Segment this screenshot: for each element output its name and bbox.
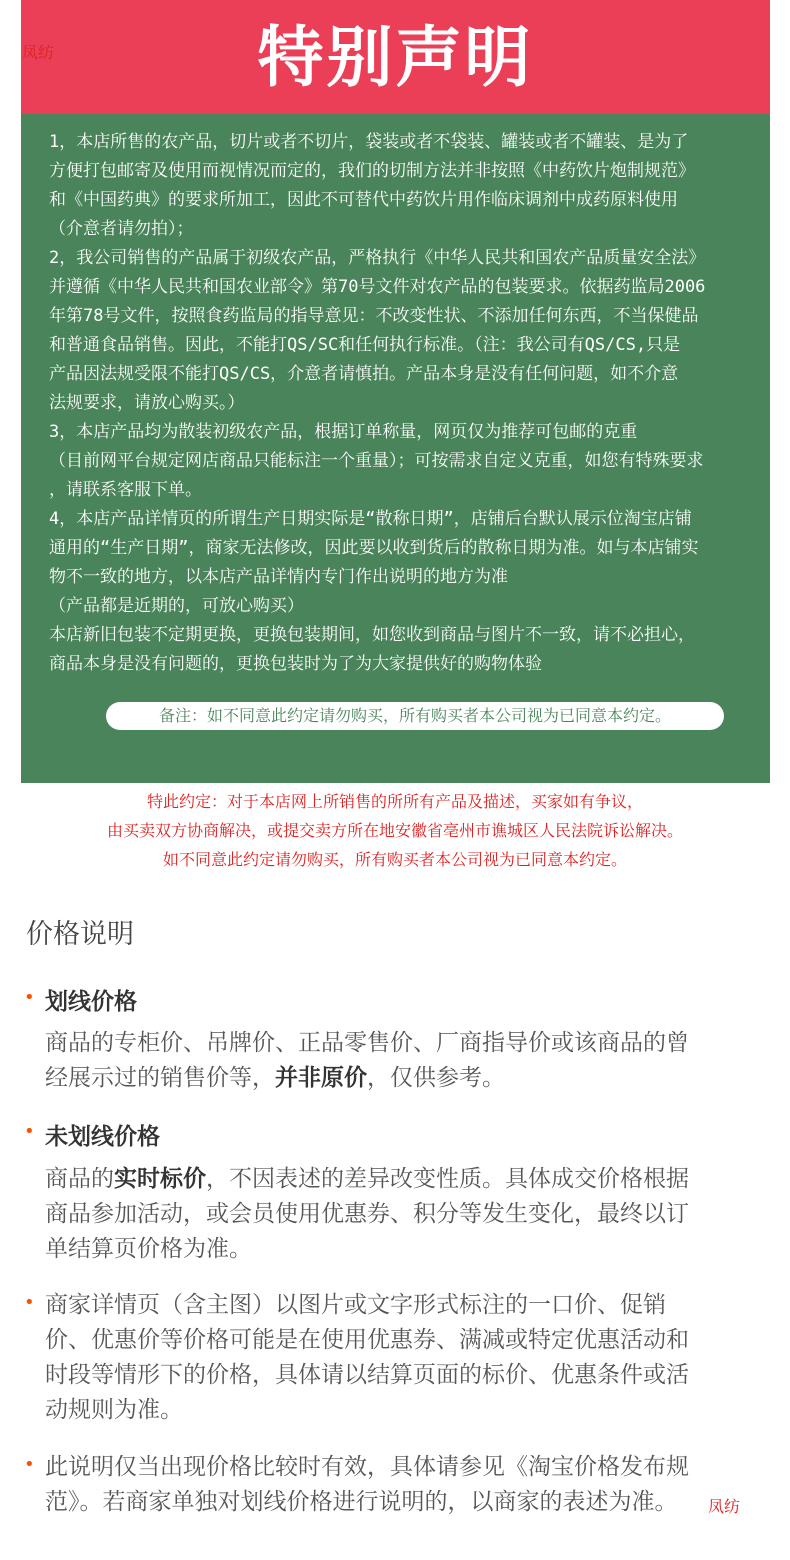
agreement-line-3: 如不同意此约定请勿购买，所有购买者本公司视为已同意本约定。 (162, 850, 627, 869)
watermark-top: 凤纺 (22, 43, 55, 62)
notice-text (49, 128, 759, 679)
strike-price-body: 商品的专柜价、吊牌价、正品零售价、厂商指导价或该商品的曾 经展示过的销售价等，并非原价，仅供参考。 (45, 1030, 689, 1091)
remark-pill: 备注：如不同意此约定请勿购买，所有购买者本公司视为已同意本约定。 (106, 702, 724, 730)
notice-line: 2，我公司销售的产品属于初级农产品，严格执行《中华人民共和国农产品质量安全法》 (49, 248, 706, 268)
page-title: 特别声明 (257, 19, 534, 96)
bullet-dot: • (24, 1121, 35, 1142)
bullet-dot: • (24, 987, 35, 1008)
agreement-line-1: 特此约定：对于本店网上所销售的所所有产品及描述，买家如有争议， (146, 792, 643, 811)
agreement-line-2: 由买卖双方协商解决，或提交卖方所在地安徽省亳州市谯城区人民法院诉讼解决。 (106, 821, 683, 840)
notice-line: 年第78号文件，按照食药监局的指导意见：不改变性状、不添加任何东西，不当保健品 (49, 306, 699, 326)
notice-line: 本店新旧包装不定期更换，更换包装期间，如您收到商品与图片不一致，请不必担心， (49, 625, 695, 645)
notice-line: ，请联系客服下单。 (49, 480, 202, 500)
price-rule-note: 此说明仅当出现价格比较时有效，具体请参见《淘宝价格发布规 范》。若商家单独对划线价格进行说明的，以商家的表述为准。 (45, 1454, 689, 1515)
merchant-price-note: 商家详情页（含主图）以图片或文字形式标注的一口价、促销 价、优惠价等价格可能是在使用优惠券、满减或特定优惠活动和 时段等情形下的价格，具体请以结算页面的标价、优惠条件或活 动规则为准。 (45, 1292, 689, 1423)
notice-line: 物不一致的地方，以本店产品详情内专门作出说明的地方为准 (49, 567, 508, 587)
header-banner (21, 0, 770, 114)
notice-line: 3，本店产品均为散装初级农产品，根据订单称量，网页仅为推荐可包邮的克重 (49, 422, 638, 442)
notice-panel (21, 114, 770, 783)
notice-line: 并遵循《中华人民共和国农业部令》第70号文件对农产品的包装要求。依据药监局2006 (49, 277, 706, 297)
notice-line: （介意者请勿拍）； (49, 219, 194, 239)
bullet-dot: • (24, 1292, 35, 1313)
notice-line: 4，本店产品详情页的所谓生产日期实际是“散称日期”，店铺后台默认展示位淘宝店铺 (49, 509, 692, 529)
bullet-dot: • (24, 1454, 35, 1475)
notice-line: 商品本身是没有问题的，更换包装时为了为大家提供好的购物体验 (49, 654, 542, 674)
notice-line: 方便打包邮寄及使用而视情况而定的，我们的切制方法并非按照《中药饮片炮制规范》 (49, 161, 695, 181)
notice-line: 通用的“生产日期”，商家无法修改，因此要以收到货后的散称日期为准。如与本店铺实 (49, 538, 699, 558)
watermark-bottom: 凤纺 (708, 1497, 741, 1516)
price-section-title: 价格说明 (26, 919, 134, 950)
notice-line: 和《中国药典》的要求所加工，因此不可替代中药饮片用作临床调剂中成药原料使用 (49, 190, 678, 210)
nostrike-price-heading: 未划线价格 (45, 1124, 160, 1150)
strike-price-heading: 划线价格 (45, 989, 137, 1015)
notice-line: 和普通食品销售。因此，不能打QS/SC和任何执行标准。（注：我公司有QS/CS,只是 (49, 335, 681, 355)
nostrike-price-body: 商品的实时标价，不因表述的差异改变性质。具体成交价格根据 商品参加活动，或会员使用优惠券、积分等发生变化，最终以订 单结算页价格为准。 (45, 1166, 689, 1262)
notice-line: 法规要求，请放心购买。） (49, 393, 245, 413)
notice-line: （目前网平台规定网店商品只能标注一个重量）；可按需求自定义克重，如您有特殊要求 (49, 451, 704, 471)
notice-line: （产品都是近期的，可放心购买） (49, 596, 304, 616)
agreement (0, 787, 790, 874)
notice-line: 1，本店所售的农产品，切片或者不切片，袋装或者不袋装、罐装或者不罐装、是为了 (49, 132, 689, 152)
notice-line: 产品因法规受限不能打QS/CS，介意者请慎拍。产品本身是没有任何问题，如不介意 (49, 364, 679, 384)
